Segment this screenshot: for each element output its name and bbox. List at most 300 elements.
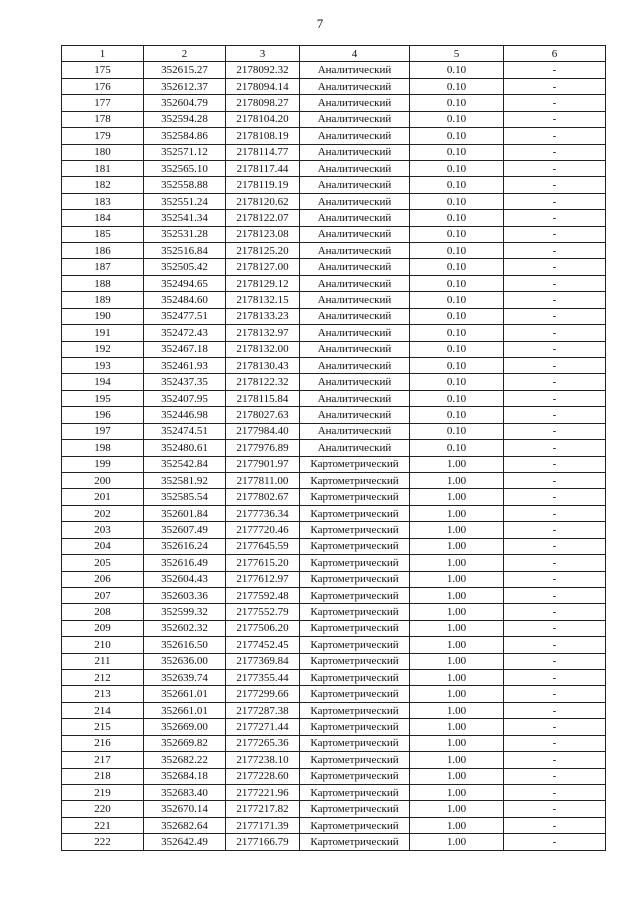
note-cell: - xyxy=(504,62,606,78)
point-number-cell: 183 xyxy=(62,193,144,209)
y-coordinate-cell: 2178027.63 xyxy=(226,407,300,423)
method-cell: Картометрический xyxy=(300,735,410,751)
x-coordinate-cell: 352599.32 xyxy=(144,604,226,620)
y-coordinate-cell: 2177166.79 xyxy=(226,834,300,850)
method-cell: Аналитический xyxy=(300,341,410,357)
accuracy-cell: 0.10 xyxy=(410,111,504,127)
point-number-cell: 202 xyxy=(62,505,144,521)
accuracy-cell: 0.10 xyxy=(410,210,504,226)
accuracy-cell: 1.00 xyxy=(410,489,504,505)
note-cell: - xyxy=(504,308,606,324)
point-number-cell: 191 xyxy=(62,325,144,341)
x-coordinate-cell: 352516.84 xyxy=(144,243,226,259)
point-number-cell: 187 xyxy=(62,259,144,275)
table-row xyxy=(62,128,606,144)
x-coordinate-cell: 352616.49 xyxy=(144,555,226,571)
note-cell: - xyxy=(504,210,606,226)
accuracy-cell: 1.00 xyxy=(410,472,504,488)
y-coordinate-cell: 2177452.45 xyxy=(226,637,300,653)
table-row xyxy=(62,784,606,800)
header-row xyxy=(62,46,606,62)
table-row xyxy=(62,226,606,242)
note-cell: - xyxy=(504,538,606,554)
coordinates-table xyxy=(61,45,606,851)
x-coordinate-cell: 352636.00 xyxy=(144,653,226,669)
accuracy-cell: 0.10 xyxy=(410,177,504,193)
accuracy-cell: 1.00 xyxy=(410,834,504,850)
point-number-cell: 218 xyxy=(62,768,144,784)
accuracy-cell: 0.10 xyxy=(410,325,504,341)
y-coordinate-cell: 2178123.08 xyxy=(226,226,300,242)
x-coordinate-cell: 352571.12 xyxy=(144,144,226,160)
table-row xyxy=(62,292,606,308)
y-coordinate-cell: 2178129.12 xyxy=(226,275,300,291)
table-row xyxy=(62,620,606,636)
point-number-cell: 193 xyxy=(62,358,144,374)
column-header: 4 xyxy=(300,46,410,62)
y-coordinate-cell: 2178120.62 xyxy=(226,193,300,209)
table-row xyxy=(62,555,606,571)
method-cell: Картометрический xyxy=(300,670,410,686)
accuracy-cell: 1.00 xyxy=(410,735,504,751)
x-coordinate-cell: 352446.98 xyxy=(144,407,226,423)
y-coordinate-cell: 2178114.77 xyxy=(226,144,300,160)
x-coordinate-cell: 352601.84 xyxy=(144,505,226,521)
table-row xyxy=(62,489,606,505)
note-cell: - xyxy=(504,259,606,275)
accuracy-cell: 0.10 xyxy=(410,308,504,324)
y-coordinate-cell: 2177976.89 xyxy=(226,440,300,456)
accuracy-cell: 1.00 xyxy=(410,538,504,554)
method-cell: Картометрический xyxy=(300,571,410,587)
note-cell: - xyxy=(504,784,606,800)
note-cell: - xyxy=(504,670,606,686)
point-number-cell: 201 xyxy=(62,489,144,505)
point-number-cell: 180 xyxy=(62,144,144,160)
x-coordinate-cell: 352684.18 xyxy=(144,768,226,784)
x-coordinate-cell: 352477.51 xyxy=(144,308,226,324)
column-header: 6 xyxy=(504,46,606,62)
x-coordinate-cell: 352602.32 xyxy=(144,620,226,636)
x-coordinate-cell: 352505.42 xyxy=(144,259,226,275)
method-cell: Картометрический xyxy=(300,505,410,521)
y-coordinate-cell: 2177265.36 xyxy=(226,735,300,751)
y-coordinate-cell: 2177552.79 xyxy=(226,604,300,620)
note-cell: - xyxy=(504,160,606,176)
table-row xyxy=(62,719,606,735)
method-cell: Аналитический xyxy=(300,177,410,193)
note-cell: - xyxy=(504,555,606,571)
point-number-cell: 185 xyxy=(62,226,144,242)
point-number-cell: 203 xyxy=(62,522,144,538)
y-coordinate-cell: 2177369.84 xyxy=(226,653,300,669)
point-number-cell: 196 xyxy=(62,407,144,423)
note-cell: - xyxy=(504,243,606,259)
x-coordinate-cell: 352594.28 xyxy=(144,111,226,127)
point-number-cell: 188 xyxy=(62,275,144,291)
y-coordinate-cell: 2178094.14 xyxy=(226,78,300,94)
point-number-cell: 200 xyxy=(62,472,144,488)
x-coordinate-cell: 352682.64 xyxy=(144,817,226,833)
point-number-cell: 213 xyxy=(62,686,144,702)
method-cell: Картометрический xyxy=(300,620,410,636)
y-coordinate-cell: 2177355.44 xyxy=(226,670,300,686)
table-row xyxy=(62,111,606,127)
accuracy-cell: 1.00 xyxy=(410,587,504,603)
accuracy-cell: 1.00 xyxy=(410,686,504,702)
method-cell: Картометрический xyxy=(300,604,410,620)
accuracy-cell: 0.10 xyxy=(410,341,504,357)
x-coordinate-cell: 352604.43 xyxy=(144,571,226,587)
x-coordinate-cell: 352616.24 xyxy=(144,538,226,554)
note-cell: - xyxy=(504,275,606,291)
accuracy-cell: 1.00 xyxy=(410,752,504,768)
table-row xyxy=(62,341,606,357)
y-coordinate-cell: 2177287.38 xyxy=(226,702,300,718)
note-cell: - xyxy=(504,226,606,242)
table-row xyxy=(62,834,606,850)
point-number-cell: 186 xyxy=(62,243,144,259)
x-coordinate-cell: 352584.86 xyxy=(144,128,226,144)
point-number-cell: 175 xyxy=(62,62,144,78)
point-number-cell: 220 xyxy=(62,801,144,817)
point-number-cell: 215 xyxy=(62,719,144,735)
table-row xyxy=(62,817,606,833)
method-cell: Аналитический xyxy=(300,259,410,275)
accuracy-cell: 1.00 xyxy=(410,571,504,587)
accuracy-cell: 1.00 xyxy=(410,702,504,718)
table-header xyxy=(62,46,606,62)
x-coordinate-cell: 352670.14 xyxy=(144,801,226,817)
method-cell: Картометрический xyxy=(300,768,410,784)
accuracy-cell: 0.10 xyxy=(410,292,504,308)
point-number-cell: 222 xyxy=(62,834,144,850)
y-coordinate-cell: 2177271.44 xyxy=(226,719,300,735)
x-coordinate-cell: 352531.28 xyxy=(144,226,226,242)
table-row xyxy=(62,571,606,587)
note-cell: - xyxy=(504,719,606,735)
accuracy-cell: 1.00 xyxy=(410,505,504,521)
x-coordinate-cell: 352461.93 xyxy=(144,358,226,374)
y-coordinate-cell: 2178117.44 xyxy=(226,160,300,176)
x-coordinate-cell: 352472.43 xyxy=(144,325,226,341)
method-cell: Аналитический xyxy=(300,308,410,324)
accuracy-cell: 0.10 xyxy=(410,128,504,144)
x-coordinate-cell: 352669.00 xyxy=(144,719,226,735)
note-cell: - xyxy=(504,620,606,636)
table-row xyxy=(62,144,606,160)
point-number-cell: 207 xyxy=(62,587,144,603)
x-coordinate-cell: 352551.24 xyxy=(144,193,226,209)
table-row xyxy=(62,702,606,718)
x-coordinate-cell: 352661.01 xyxy=(144,686,226,702)
method-cell: Аналитический xyxy=(300,390,410,406)
note-cell: - xyxy=(504,144,606,160)
x-coordinate-cell: 352639.74 xyxy=(144,670,226,686)
method-cell: Картометрический xyxy=(300,784,410,800)
y-coordinate-cell: 2177299.66 xyxy=(226,686,300,702)
note-cell: - xyxy=(504,505,606,521)
note-cell: - xyxy=(504,325,606,341)
table-row xyxy=(62,472,606,488)
note-cell: - xyxy=(504,472,606,488)
y-coordinate-cell: 2178132.15 xyxy=(226,292,300,308)
accuracy-cell: 0.10 xyxy=(410,423,504,439)
note-cell: - xyxy=(504,834,606,850)
method-cell: Аналитический xyxy=(300,440,410,456)
method-cell: Картометрический xyxy=(300,752,410,768)
table-row xyxy=(62,243,606,259)
accuracy-cell: 0.10 xyxy=(410,243,504,259)
y-coordinate-cell: 2177612.97 xyxy=(226,571,300,587)
accuracy-cell: 0.10 xyxy=(410,259,504,275)
point-number-cell: 212 xyxy=(62,670,144,686)
accuracy-cell: 1.00 xyxy=(410,768,504,784)
note-cell: - xyxy=(504,292,606,308)
table-row xyxy=(62,78,606,94)
x-coordinate-cell: 352542.84 xyxy=(144,456,226,472)
table-row xyxy=(62,735,606,751)
y-coordinate-cell: 2178104.20 xyxy=(226,111,300,127)
y-coordinate-cell: 2177615.20 xyxy=(226,555,300,571)
y-coordinate-cell: 2177238.10 xyxy=(226,752,300,768)
x-coordinate-cell: 352407.95 xyxy=(144,390,226,406)
accuracy-cell: 0.10 xyxy=(410,440,504,456)
point-number-cell: 211 xyxy=(62,653,144,669)
y-coordinate-cell: 2177736.34 xyxy=(226,505,300,521)
x-coordinate-cell: 352541.34 xyxy=(144,210,226,226)
note-cell: - xyxy=(504,358,606,374)
point-number-cell: 206 xyxy=(62,571,144,587)
table-row xyxy=(62,522,606,538)
note-cell: - xyxy=(504,440,606,456)
note-cell: - xyxy=(504,374,606,390)
table-row xyxy=(62,604,606,620)
point-number-cell: 178 xyxy=(62,111,144,127)
table-row xyxy=(62,637,606,653)
note-cell: - xyxy=(504,735,606,751)
y-coordinate-cell: 2177221.96 xyxy=(226,784,300,800)
point-number-cell: 210 xyxy=(62,637,144,653)
accuracy-cell: 0.10 xyxy=(410,407,504,423)
point-number-cell: 216 xyxy=(62,735,144,751)
accuracy-cell: 1.00 xyxy=(410,817,504,833)
accuracy-cell: 1.00 xyxy=(410,604,504,620)
accuracy-cell: 1.00 xyxy=(410,522,504,538)
point-number-cell: 214 xyxy=(62,702,144,718)
method-cell: Картометрический xyxy=(300,834,410,850)
y-coordinate-cell: 2177506.20 xyxy=(226,620,300,636)
table-row xyxy=(62,259,606,275)
method-cell: Аналитический xyxy=(300,78,410,94)
x-coordinate-cell: 352616.50 xyxy=(144,637,226,653)
table-row xyxy=(62,505,606,521)
method-cell: Картометрический xyxy=(300,555,410,571)
method-cell: Картометрический xyxy=(300,538,410,554)
y-coordinate-cell: 2178115.84 xyxy=(226,390,300,406)
table-row xyxy=(62,308,606,324)
table-row xyxy=(62,752,606,768)
x-coordinate-cell: 352682.22 xyxy=(144,752,226,768)
method-cell: Картометрический xyxy=(300,472,410,488)
method-cell: Аналитический xyxy=(300,210,410,226)
note-cell: - xyxy=(504,111,606,127)
y-coordinate-cell: 2177811.00 xyxy=(226,472,300,488)
point-number-cell: 221 xyxy=(62,817,144,833)
note-cell: - xyxy=(504,817,606,833)
x-coordinate-cell: 352661.01 xyxy=(144,702,226,718)
y-coordinate-cell: 2178098.27 xyxy=(226,95,300,111)
table-row xyxy=(62,95,606,111)
method-cell: Аналитический xyxy=(300,95,410,111)
table-row xyxy=(62,407,606,423)
note-cell: - xyxy=(504,604,606,620)
table-row xyxy=(62,440,606,456)
table-row xyxy=(62,177,606,193)
note-cell: - xyxy=(504,390,606,406)
accuracy-cell: 1.00 xyxy=(410,637,504,653)
table-body xyxy=(62,62,606,850)
accuracy-cell: 0.10 xyxy=(410,226,504,242)
method-cell: Аналитический xyxy=(300,160,410,176)
x-coordinate-cell: 352683.40 xyxy=(144,784,226,800)
column-header: 5 xyxy=(410,46,504,62)
method-cell: Аналитический xyxy=(300,292,410,308)
y-coordinate-cell: 2178122.32 xyxy=(226,374,300,390)
note-cell: - xyxy=(504,522,606,538)
note-cell: - xyxy=(504,571,606,587)
method-cell: Аналитический xyxy=(300,275,410,291)
note-cell: - xyxy=(504,686,606,702)
table-row xyxy=(62,62,606,78)
note-cell: - xyxy=(504,752,606,768)
note-cell: - xyxy=(504,177,606,193)
x-coordinate-cell: 352604.79 xyxy=(144,95,226,111)
accuracy-cell: 0.10 xyxy=(410,144,504,160)
x-coordinate-cell: 352642.49 xyxy=(144,834,226,850)
y-coordinate-cell: 2177645.59 xyxy=(226,538,300,554)
accuracy-cell: 1.00 xyxy=(410,555,504,571)
note-cell: - xyxy=(504,95,606,111)
x-coordinate-cell: 352615.27 xyxy=(144,62,226,78)
note-cell: - xyxy=(504,423,606,439)
note-cell: - xyxy=(504,587,606,603)
y-coordinate-cell: 2178130.43 xyxy=(226,358,300,374)
accuracy-cell: 1.00 xyxy=(410,670,504,686)
point-number-cell: 179 xyxy=(62,128,144,144)
x-coordinate-cell: 352607.49 xyxy=(144,522,226,538)
point-number-cell: 176 xyxy=(62,78,144,94)
point-number-cell: 217 xyxy=(62,752,144,768)
y-coordinate-cell: 2177228.60 xyxy=(226,768,300,784)
point-number-cell: 190 xyxy=(62,308,144,324)
y-coordinate-cell: 2178119.19 xyxy=(226,177,300,193)
point-number-cell: 189 xyxy=(62,292,144,308)
column-header: 1 xyxy=(62,46,144,62)
point-number-cell: 194 xyxy=(62,374,144,390)
y-coordinate-cell: 2178122.07 xyxy=(226,210,300,226)
method-cell: Аналитический xyxy=(300,226,410,242)
accuracy-cell: 0.10 xyxy=(410,78,504,94)
accuracy-cell: 1.00 xyxy=(410,784,504,800)
y-coordinate-cell: 2177984.40 xyxy=(226,423,300,439)
note-cell: - xyxy=(504,768,606,784)
accuracy-cell: 1.00 xyxy=(410,456,504,472)
table-row xyxy=(62,358,606,374)
method-cell: Аналитический xyxy=(300,358,410,374)
y-coordinate-cell: 2177171.39 xyxy=(226,817,300,833)
y-coordinate-cell: 2177217.82 xyxy=(226,801,300,817)
accuracy-cell: 0.10 xyxy=(410,275,504,291)
method-cell: Аналитический xyxy=(300,193,410,209)
page-number: 7 xyxy=(316,16,324,31)
accuracy-cell: 0.10 xyxy=(410,62,504,78)
table-row xyxy=(62,670,606,686)
x-coordinate-cell: 352581.92 xyxy=(144,472,226,488)
x-coordinate-cell: 352494.65 xyxy=(144,275,226,291)
method-cell: Картометрический xyxy=(300,686,410,702)
point-number-cell: 181 xyxy=(62,160,144,176)
accuracy-cell: 0.10 xyxy=(410,374,504,390)
method-cell: Картометрический xyxy=(300,489,410,505)
column-header: 2 xyxy=(144,46,226,62)
method-cell: Аналитический xyxy=(300,407,410,423)
note-cell: - xyxy=(504,341,606,357)
note-cell: - xyxy=(504,128,606,144)
x-coordinate-cell: 352480.61 xyxy=(144,440,226,456)
note-cell: - xyxy=(504,653,606,669)
note-cell: - xyxy=(504,78,606,94)
accuracy-cell: 0.10 xyxy=(410,193,504,209)
table-row xyxy=(62,801,606,817)
point-number-cell: 195 xyxy=(62,390,144,406)
y-coordinate-cell: 2177720.46 xyxy=(226,522,300,538)
method-cell: Аналитический xyxy=(300,111,410,127)
note-cell: - xyxy=(504,407,606,423)
y-coordinate-cell: 2178092.32 xyxy=(226,62,300,78)
point-number-cell: 204 xyxy=(62,538,144,554)
note-cell: - xyxy=(504,456,606,472)
point-number-cell: 198 xyxy=(62,440,144,456)
table-row xyxy=(62,538,606,554)
y-coordinate-cell: 2178108.19 xyxy=(226,128,300,144)
note-cell: - xyxy=(504,702,606,718)
y-coordinate-cell: 2178125.20 xyxy=(226,243,300,259)
table-row xyxy=(62,390,606,406)
x-coordinate-cell: 352474.51 xyxy=(144,423,226,439)
method-cell: Аналитический xyxy=(300,374,410,390)
table-row xyxy=(62,325,606,341)
accuracy-cell: 0.10 xyxy=(410,95,504,111)
y-coordinate-cell: 2177901.97 xyxy=(226,456,300,472)
y-coordinate-cell: 2178132.97 xyxy=(226,325,300,341)
method-cell: Картометрический xyxy=(300,587,410,603)
table-row xyxy=(62,193,606,209)
point-number-cell: 209 xyxy=(62,620,144,636)
table-row xyxy=(62,686,606,702)
table-row xyxy=(62,423,606,439)
table-row xyxy=(62,160,606,176)
method-cell: Картометрический xyxy=(300,456,410,472)
accuracy-cell: 1.00 xyxy=(410,620,504,636)
table-row xyxy=(62,456,606,472)
x-coordinate-cell: 352558.88 xyxy=(144,177,226,193)
x-coordinate-cell: 352603.36 xyxy=(144,587,226,603)
accuracy-cell: 0.10 xyxy=(410,358,504,374)
table-row xyxy=(62,653,606,669)
method-cell: Картометрический xyxy=(300,702,410,718)
point-number-cell: 219 xyxy=(62,784,144,800)
